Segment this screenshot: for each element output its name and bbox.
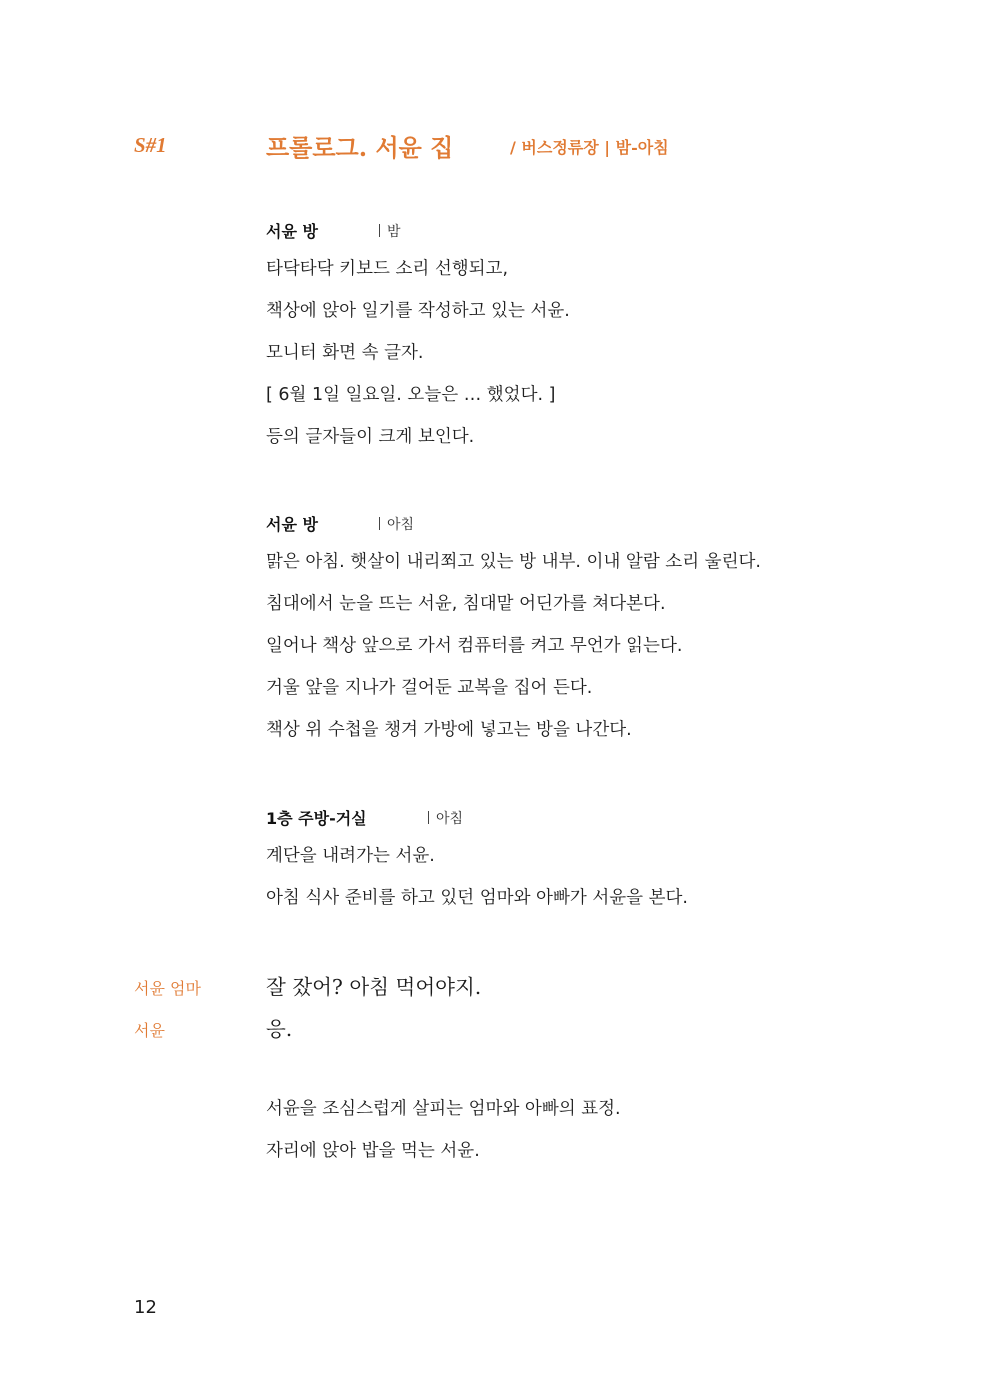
location-name: 서윤 방 bbox=[266, 222, 318, 241]
action-line: 타닥타닥 키보드 소리 선행되고, bbox=[266, 259, 509, 279]
action-line: [ 6월 1일 일요일. 오늘은 … 했었다. ] bbox=[266, 385, 556, 405]
action-line: 일어나 책상 앞으로 가서 컴퓨터를 켜고 무언가 읽는다. bbox=[266, 636, 683, 656]
location-time: 아침 bbox=[379, 514, 414, 534]
action-line: 책상에 앉아 일기를 작성하고 있는 서윤. bbox=[266, 301, 570, 321]
action-line: 맑은 아침. 햇살이 내리쬐고 있는 방 내부. 이내 알람 소리 울린다. bbox=[266, 552, 761, 572]
action-line: 책상 위 수첩을 챙겨 가방에 넣고는 방을 나간다. bbox=[266, 720, 632, 740]
speaker-name: 서윤 bbox=[134, 1021, 165, 1040]
dialogue-text: 잘 잤어? 아침 먹어야지. bbox=[266, 975, 482, 999]
action-line: 침대에서 눈을 뜨는 서윤, 침대맡 어딘가를 쳐다본다. bbox=[266, 594, 666, 614]
location-header bbox=[266, 512, 906, 536]
scene-block bbox=[266, 806, 906, 910]
action-line: 등의 글자들이 크게 보인다. bbox=[266, 427, 475, 447]
dialogue-line bbox=[0, 970, 986, 1004]
location-name: 서윤 방 bbox=[266, 515, 318, 534]
location-name: 1층 주방-거실 bbox=[266, 809, 367, 828]
scene-block bbox=[266, 512, 906, 742]
location-time: 밤 bbox=[379, 221, 401, 241]
speaker-name: 서윤 엄마 bbox=[134, 979, 201, 998]
closing-action bbox=[266, 1097, 906, 1163]
page-number: 12 bbox=[134, 1297, 157, 1318]
action-line: 서윤을 조심스럽게 살피는 엄마와 아빠의 표정. bbox=[266, 1099, 621, 1119]
dialogue-text: 응. bbox=[266, 1017, 293, 1041]
action-line: 모니터 화면 속 글자. bbox=[266, 343, 424, 363]
dialogue-line bbox=[0, 1012, 986, 1046]
scene-location-time: / 버스정류장 | 밤-아침 bbox=[510, 138, 669, 157]
action-line: 계단을 내려가는 서윤. bbox=[266, 846, 435, 866]
action-line: 아침 식사 준비를 하고 있던 엄마와 아빠가 서윤을 본다. bbox=[266, 888, 688, 908]
location-header bbox=[266, 806, 906, 830]
location-header bbox=[266, 219, 906, 243]
action-line: 거울 앞을 지나가 걸어둔 교복을 집어 든다. bbox=[266, 678, 593, 698]
scene-title: 프롤로그. 서윤 집 bbox=[266, 133, 454, 162]
scene-block bbox=[266, 219, 906, 449]
scene-number: S#1 bbox=[134, 133, 167, 157]
action-line: 자리에 앉아 밥을 먹는 서윤. bbox=[266, 1141, 480, 1161]
location-time: 아침 bbox=[428, 808, 463, 828]
